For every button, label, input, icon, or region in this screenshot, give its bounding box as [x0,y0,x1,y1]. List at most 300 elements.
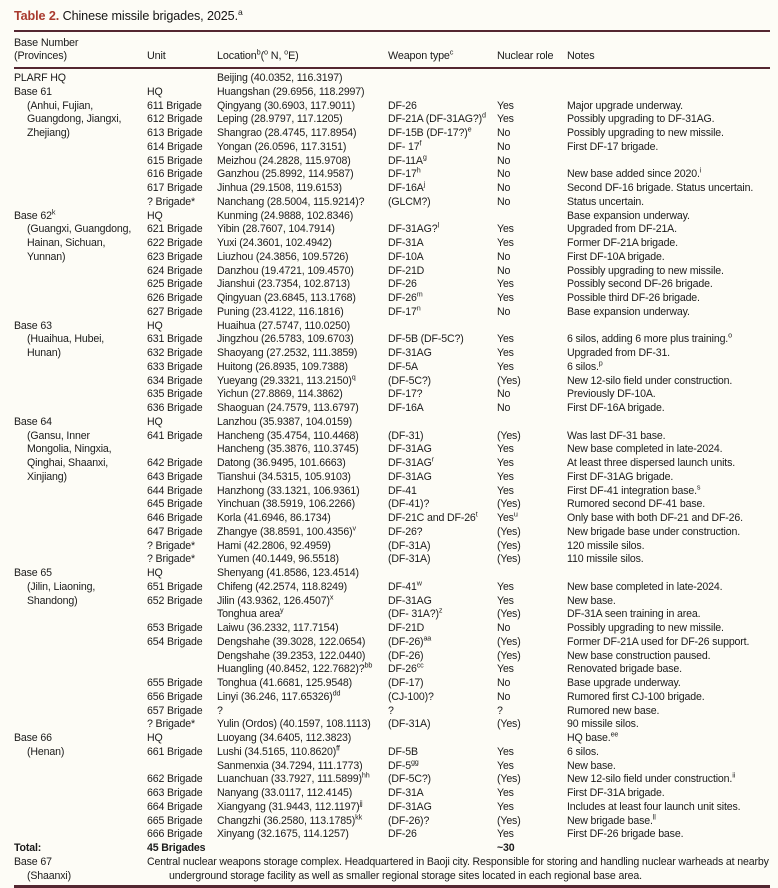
table-row [14,677,770,691]
cell-notes: First DF-41 integration base.$^s$ [567,481,701,497]
cell-unit: ? Brigade* [147,718,195,731]
cell-location: Changzhi (36.2580, 113.1785)$^{kk}$ [217,811,363,827]
cell-nuclear-role: No [497,182,511,194]
table-row [14,86,770,100]
cell-unit: ? Brigade* [147,195,195,208]
cell-unit: ? Brigade* [147,553,195,566]
cell-nuclear-role: Yes [497,223,514,236]
cell-notes [567,155,770,169]
cell-weapon-type: DF-26 [388,278,417,291]
cell-unit: 617 Brigade [147,182,203,194]
cell-base: Hunan) [27,347,61,359]
header-row-1 [14,31,770,50]
cell-weapon-type: DF-21A (DF-31AG?)$^d$ [388,110,486,126]
table-row [14,416,770,430]
table-row [14,732,770,746]
cell-weapon-type: $DF-5^{gg}$ [388,756,419,772]
cell-location: Korla (41.6946, 86.1734) [217,512,331,524]
cell-location: Yumen (40.1449, 96.5518) [217,553,339,566]
cell-weapon-type: $DF-11A^g$ [388,151,427,167]
table-title: Chinese missile brigades, 2025. [59,9,238,23]
table-row [14,553,770,567]
cell-weapon-type: DF-21D [388,622,425,634]
cell-location: Tianshui (34.5315, 105.9103) [217,470,351,483]
cell-nuclear-role: (Yes) [497,374,521,387]
cell-unit: HQ [147,567,163,579]
cell-notes: Rumored first CJ-100 brigade. [567,690,705,703]
cell-location: Shangrao (28.4745, 117.8954) [217,127,357,139]
cell-location: Yulin (Ordos) (40.1597, 108.1113) [217,718,371,731]
cell-unit: 634 Brigade [147,374,203,387]
cell-nuclear-role: Yes [497,580,514,593]
header-spacer [147,31,770,50]
cell-unit [147,650,217,664]
cell-notes: Was last DF-31 base. [567,429,666,442]
cell-unit [147,68,217,86]
table-row [14,498,770,512]
cell-unit: 657 Brigade [147,704,203,717]
cell-unit: 625 Brigade [147,278,203,291]
cell-unit: 45 Brigades [147,842,206,854]
cell-notes: Renovated brigade base. [567,663,682,676]
cell-base: Qinghai, Shaanxi, [27,457,109,469]
cell-unit: 641 Brigade [147,429,203,442]
cell-weapon-type: DF-31A [388,237,424,249]
table-title-footnote-marker: a [237,6,243,17]
cell-unit: 651 Brigade [147,580,203,593]
cell-notes: At least three dispersed launch units. [567,457,736,469]
cell-base: Mongolia, Ningxia, [27,443,112,456]
cell-base [14,182,147,196]
cell-location: Datong (36.9495, 101.6663) [217,457,346,469]
cell-notes: First DF-31A brigade. [567,787,665,799]
cell-notes: 6 silos. [567,745,599,758]
cell-base [14,553,147,567]
cell-location: Jinhua (29.1508, 119.6153) [217,182,342,194]
table-row [14,457,770,471]
cell-notes: Upgraded from DF-31. [567,347,670,359]
cell-weapon-type: (DF-5C?) [388,773,431,786]
cell-nuclear-role: Yes [497,594,514,607]
cell-notes: First DF-16A brigade. [567,402,665,414]
cell-nuclear-role: Yes [497,828,514,841]
cell-unit: 655 Brigade [147,677,203,689]
cell-weapon-type: DF-17$^h$ [388,165,421,181]
cell-base [14,691,147,705]
cell-weapon-type: (DF-31A) [388,553,431,566]
cell-nuclear-role: No [497,402,511,414]
cell-weapon-type: (DF-31) [388,429,424,442]
cell-nuclear-role: (Yes) [497,553,521,566]
cell-notes: Possible third DF-26 brigade. [567,292,700,304]
cell-nuclear-role: (Yes) [497,814,521,827]
table-row [14,127,770,141]
cell-location: Tonghua area$^y$ [217,605,284,621]
cell-unit: 664 Brigade [147,800,203,813]
cell-base [14,361,147,375]
cell-nuclear-role: Yes [497,113,514,126]
table-row [14,113,770,127]
cell-location: Xinyang (32.1675, 114.1257) [217,828,349,841]
base-67-province: (Shaanxi) [27,869,71,882]
cell-base [14,705,147,719]
cell-unit: 646 Brigade [147,512,203,524]
cell-location: Meizhou (24.2828, 115.9708) [217,154,351,167]
cell-notes: First DF-26 brigade base. [567,828,684,841]
cell-location: Zhangye (38.8591, 100.4356)$^v$ [217,523,356,538]
cell-base: Xinjiang) [27,470,67,483]
cell-notes: 90 missile silos. [567,718,639,731]
cell-nuclear-role: No [497,622,511,634]
cell-location: Luoyang (34.6405, 112.3823) [217,732,352,744]
cell-unit [147,760,217,774]
cell-location: Danzhou (19.4721, 109.4570) [217,264,354,277]
cell-location: Luanchuan (33.7927, 111.5899)$^{hh}$ [217,770,370,786]
cell-notes: New brigade base under construction. [567,525,741,538]
cell-weapon-type: DF-26? [388,525,423,538]
cell-base [14,663,147,677]
cell-location: Xiangyang (31.9443, 112.1197)$^{jj}$ [217,798,363,813]
cell-nuclear-role: Yes [497,759,514,772]
cell-notes: New base. [567,759,616,772]
cell-notes [567,320,770,334]
cell-notes: New base completed in late-2024. [567,580,723,593]
table-row [14,278,770,292]
cell-nuclear-role: No [497,677,511,689]
cell-notes: Possibly upgrading to new missile. [567,127,724,139]
cell-notes: Possibly second DF-26 brigade. [567,278,713,291]
col-header-base-number: Base Number [14,37,79,49]
cell-location: Tonghua (41.6681, 125.9548) [217,677,352,689]
cell-unit: 665 Brigade [147,814,203,827]
table-row [14,430,770,444]
table-row [14,650,770,664]
cell-unit: 653 Brigade [147,622,203,634]
cell-notes: Base upgrade underway. [567,677,681,689]
cell-location: Dengshahe (39.3028, 122.0654) [217,635,366,648]
cell-weapon-type: DF-16A [388,402,424,414]
cell-weapon-type: (GLCM?) [388,195,431,208]
table-row [14,828,770,842]
cell-unit: ? Brigade* [147,539,195,552]
table-row [14,608,770,622]
cell-notes: New base completed in late-2024. [567,443,723,456]
cell-location: Yuxi (24.3601, 102.4942) [217,237,332,249]
table-row [14,815,770,829]
cell-notes: Previously DF-10A. [567,388,656,401]
cell-nuclear-role: No [497,127,511,139]
cell-nuclear-role: No [497,264,511,277]
table-row [14,100,770,114]
cell-location: Nanyang (33.0117, 112.4145) [217,787,353,799]
cell-location: Hami (42.2806, 92.4959) [217,539,331,552]
cell-weapon-type [388,320,497,334]
cell-unit: 627 Brigade [147,305,203,318]
cell-unit: 635 Brigade [147,388,203,401]
cell-base: (Huaihua, Hubei, [27,333,105,346]
cell-weapon-type [388,567,497,581]
cell-unit: 633 Brigade [147,360,203,373]
cell-notes [567,68,770,86]
base-67-row [14,856,770,887]
cell-location: Nanchang (28.5004, 115.9214)? [217,195,365,208]
table-row [14,705,770,719]
cell-base [14,760,147,774]
cell-location: Huangling (40.8452, 122.7682)?$^{bb}$ [217,660,373,676]
cell-weapon-type: DF-31AG [388,470,432,483]
cell-nuclear-role: ? [497,704,503,717]
cell-nuclear-role: Yes [497,333,514,346]
table-row [14,540,770,554]
cell-nuclear-role: (Yes) [497,498,521,511]
table-row [14,251,770,265]
cell-notes: Includes at least four launch unit sites. [567,800,741,813]
cell-nuclear-role: (Yes) [497,608,521,621]
cell-weapon-type [388,210,497,224]
cell-location: ? [217,704,223,717]
cell-weapon-type: DF-15B (DF-17?)$^e$ [388,124,472,139]
cell-nuclear-role: No [497,195,511,208]
cell-base [14,168,147,182]
cell-nuclear-role: ~30 [497,842,515,854]
cell-base: Base 61 [14,85,52,98]
cell-nuclear-role: (Yes) [497,525,521,538]
cell-weapon-type [388,416,497,430]
table-body [14,68,770,856]
cell-nuclear-role [497,68,567,86]
cell-base: Base 66 [14,732,52,744]
cell-nuclear-role [497,210,567,224]
cell-weapon-type: DF-17? [388,388,423,401]
col-header-unit: Unit [147,50,217,68]
cell-base: (Anhui, Fujian, [27,99,94,112]
cell-unit: 612 Brigade [147,113,203,126]
cell-notes: Upgraded from DF-21A. [567,223,677,236]
cell-notes: Only base with both DF-21 and DF-26. [567,512,743,524]
cell-location: Liuzhou (24.3856, 109.5726) [217,250,349,263]
cell-location: Lanzhou (35.9387, 104.0159) [217,415,352,428]
cell-unit: 666 Brigade [147,828,203,841]
table-row [14,68,770,86]
cell-nuclear-role: Yes [497,470,514,483]
table-row [14,485,770,499]
table-row [14,581,770,595]
cell-unit: 611 Brigade [147,99,202,112]
cell-weapon-type: $DF-16A^j$ [388,179,426,194]
cell-location: Jingzhou (26.5783, 109.6703) [217,333,354,346]
table-row [14,306,770,320]
table-row [14,622,770,636]
cell-location: Chifeng (42.2574, 118.8249) [217,580,348,593]
cell-location: Laiwu (36.2332, 117.7154) [217,622,339,634]
cell-notes: 6 silos.$^p$ [567,358,603,373]
cell-nuclear-role [497,86,567,100]
cell-weapon-type: (CJ-100)? [388,690,434,703]
cell-location: Yueyang (29.3321, 113.2150)$^q$ [217,371,356,387]
table-row [14,347,770,361]
cell-weapon-type [388,68,497,86]
table-row [14,443,770,457]
cell-base [14,278,147,292]
table-row [14,333,770,347]
col-header-location: Location$^b$($^o$ N, $^o$E) [217,50,388,68]
cell-nuclear-role [497,567,567,581]
table-row [14,787,770,801]
header-row-2 [14,50,770,68]
cell-notes [567,416,770,430]
total-row [14,842,770,856]
cell-location: Shenyang (41.8586, 123.4514) [217,567,359,579]
cell-base [14,608,147,622]
cell-base [14,375,147,389]
cell-notes: 110 missile silos. [567,553,644,566]
cell-base: (Jilin, Liaoning, [27,580,96,593]
cell-nuclear-role: (Yes) [497,718,521,731]
cell-base [14,815,147,829]
cell-base [14,155,147,169]
cell-notes: Major upgrade underway. [567,99,683,112]
cell-location: Hancheng (35.3876, 110.3745) [217,443,359,456]
cell-nuclear-role: Yes [497,347,514,359]
cell-location: Yichun (27.8869, 114.3862) [217,388,343,401]
cell-unit: 656 Brigade [147,690,203,703]
cell-notes: 6 silos, adding 6 more plus training.$^o$ [567,330,732,346]
cell-weapon-type: DF-31AG?$^l$ [388,220,439,236]
cell-base [14,828,147,842]
cell-unit: 614 Brigade [147,140,203,153]
cell-base [14,856,147,887]
cell-location: Yongan (26.0596, 117.3151) [217,140,347,153]
cell-nuclear-role: Yes [497,443,514,456]
cell-unit: 647 Brigade [147,525,203,538]
cell-nuclear-role: (Yes) [497,429,521,442]
cell-nuclear-role: No [497,250,511,263]
cell-location: Puning (23.4122, 116.1816) [217,305,344,318]
table-row [14,237,770,251]
cell-base: Zhejiang) [27,127,70,139]
cell-weapon-type: DF-41$^w$ [388,578,422,593]
table-row [14,512,770,526]
cell-weapon-type: $DF-26^{cc}$ [388,660,424,676]
cell-nuclear-role: (Yes) [497,635,521,648]
cell-location: Qingyuan (23.6845, 113.1768) [217,292,356,304]
cell-base: PLARF HQ [14,72,66,84]
cell-location: Leping (28.9797, 117.1205) [217,113,343,126]
cell-notes: HQ base.$^{ee}$ [567,729,619,744]
table-row [14,141,770,155]
cell-base: (Guangxi, Guangdong, [27,223,132,236]
cell-unit: 663 Brigade [147,787,203,799]
cell-notes [567,86,770,100]
cell-location: Lushi (34.5165, 110.8620)$^{ff}$ [217,743,340,758]
cell-base [14,622,147,636]
table-row [14,375,770,389]
cell-base [14,265,147,279]
cell-location: Beijing (40.0352, 116.3197) [217,72,343,84]
cell-location: Qingyang (30.6903, 117.9011) [217,99,355,112]
cell-weapon-type: DF-21C and DF-26$^t$ [388,509,478,524]
table-row [14,388,770,402]
cell-location: Linyi (36.246, 117.65326)$^{dd}$ [217,688,341,703]
cell-base [14,306,147,320]
cell-nuclear-role: Yes [497,484,514,497]
cell-nuclear-role: Yes [497,800,514,813]
table-row [14,471,770,485]
cell-unit: 631 Brigade [147,333,203,346]
cell-weapon-type [388,842,497,856]
missile-brigades-table [14,30,770,888]
cell-nuclear-role: Yes [497,99,514,112]
cell-weapon-type: (DF-31A) [388,718,431,731]
cell-unit: 661 Brigade [147,745,203,758]
cell-base [14,677,147,691]
cell-weapon-type: (DF-31A) [388,539,431,552]
cell-location: Shaoguan (24.7579, 113.6797) [217,402,359,414]
cell-nuclear-role: Yes$^u$ [497,509,518,524]
cell-weapon-type: DF-31AG [388,347,432,359]
cell-base [14,388,147,402]
cell-nuclear-role [497,732,567,746]
cell-base: Shandong) [27,594,78,607]
cell-weapon-type: (DF-17) [388,677,424,689]
cell-notes: New 12-silo field under construction.$^{ii}$ [567,770,736,786]
cell-unit: 621 Brigade [147,223,203,236]
cell-weapon-type: (DF- 31A?)$^z$ [388,605,443,621]
table-row [14,746,770,760]
cell-location: Hanzhong (33.1321, 106.9361) [217,484,360,497]
cell-unit [147,663,217,677]
cell-base: (Henan) [27,745,65,758]
cell-notes: First DF-31AG brigade. [567,470,674,483]
cell-weapon-type: DF-10A [388,250,424,263]
cell-nuclear-role: No [497,690,511,703]
cell-notes: Second DF-16 brigade. Status uncertain. [567,182,754,194]
cell-notes: Base expansion underway. [567,305,690,318]
cell-base [14,196,147,210]
table-footer [14,856,770,887]
cell-unit: 632 Brigade [147,347,203,359]
cell-location: Yibin (28.7607, 104.7914) [217,223,335,236]
cell-unit: 654 Brigade [147,635,203,648]
table-row [14,168,770,182]
table-row [14,265,770,279]
cell-base [14,787,147,801]
cell-base [14,650,147,664]
cell-notes: Former DF-21A used for DF-26 support. [567,635,750,648]
cell-unit: 624 Brigade [147,264,203,277]
cell-location: Hancheng (35.4754, 110.4468) [217,429,359,442]
cell-base [14,773,147,787]
cell-unit: 623 Brigade [147,250,203,263]
cell-unit: 616 Brigade [147,168,203,181]
cell-unit: 622 Brigade [147,237,203,249]
cell-nuclear-role: Yes [497,278,514,291]
table-row [14,526,770,540]
cell-unit: 626 Brigade [147,292,203,304]
table-row [14,691,770,705]
base-67-label: Base 67 [14,855,52,868]
table-row [14,182,770,196]
cell-nuclear-role: (Yes) [497,649,521,662]
cell-notes: New base added since 2020.$^i$ [567,165,702,181]
table-row [14,760,770,774]
cell-base: Yunnan) [27,250,66,263]
cell-nuclear-role: Yes [497,457,514,469]
cell-base [14,485,147,499]
cell-weapon-type: (DF-5C?) [388,374,431,387]
cell-base: Base 65 [14,567,52,579]
table-row [14,567,770,581]
